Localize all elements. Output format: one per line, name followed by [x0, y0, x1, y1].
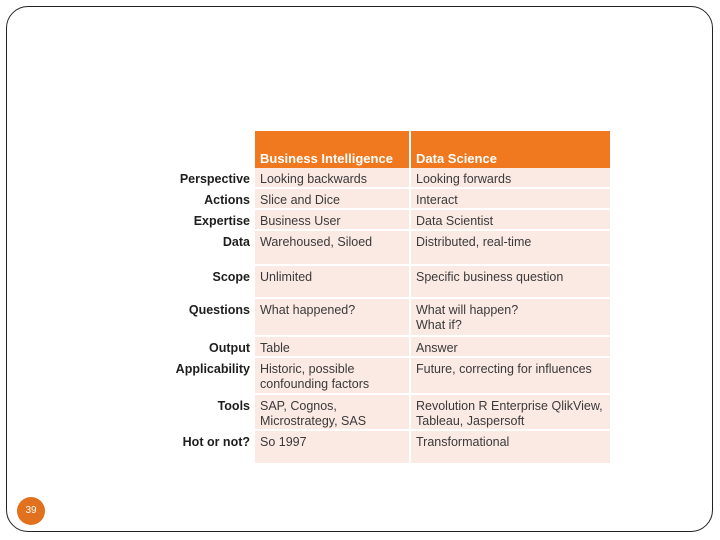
table-row	[169, 231, 610, 266]
ds-cell: Distributed, real-time	[411, 231, 610, 266]
bi-cell: Warehoused, Siloed	[255, 231, 411, 266]
table-row	[169, 431, 610, 465]
bi-cell: So 1997	[255, 431, 411, 465]
bi-cell: Business User	[255, 210, 411, 231]
table-row	[169, 189, 610, 210]
header-data-science: Data Science	[411, 131, 610, 168]
ds-cell: Future, correcting for influences	[411, 358, 610, 395]
table-row	[169, 168, 610, 189]
row-label: Tools	[169, 395, 255, 431]
ds-cell: Transformational	[411, 431, 610, 465]
comparison-table	[169, 131, 610, 465]
table-header-row	[169, 131, 610, 168]
bi-cell: Unlimited	[255, 266, 411, 299]
ds-cell: Specific business question	[411, 266, 610, 299]
page-number-badge: 39	[17, 497, 45, 525]
header-corner-cell	[169, 131, 255, 168]
row-label: Questions	[169, 299, 255, 337]
row-label: Scope	[169, 266, 255, 299]
row-label: Expertise	[169, 210, 255, 231]
ds-cell: Revolution R Enterprise QlikView, Tableau, Jaspersoft	[411, 395, 610, 431]
row-label: Applicability	[169, 358, 255, 395]
table-row	[169, 337, 610, 358]
ds-cell: Interact	[411, 189, 610, 210]
table-row	[169, 299, 610, 337]
bi-cell: Historic, possible confounding factors	[255, 358, 411, 395]
table-row	[169, 266, 610, 299]
table-row	[169, 395, 610, 431]
ds-cell: Looking forwards	[411, 168, 610, 189]
ds-cell: Answer	[411, 337, 610, 358]
row-label: Output	[169, 337, 255, 358]
bi-cell: Slice and Dice	[255, 189, 411, 210]
ds-cell: What will happen? What if?	[411, 299, 610, 337]
row-label: Data	[169, 231, 255, 266]
table-row	[169, 358, 610, 395]
table-row	[169, 210, 610, 231]
bi-cell: SAP, Cognos, Microstrategy, SAS	[255, 395, 411, 431]
row-label: Hot or not?	[169, 431, 255, 465]
bi-cell: Table	[255, 337, 411, 358]
ds-cell: Data Scientist	[411, 210, 610, 231]
header-business-intelligence: Business Intelligence	[255, 131, 411, 168]
row-label: Perspective	[169, 168, 255, 189]
bi-cell: What happened?	[255, 299, 411, 337]
bi-cell: Looking backwards	[255, 168, 411, 189]
row-label: Actions	[169, 189, 255, 210]
